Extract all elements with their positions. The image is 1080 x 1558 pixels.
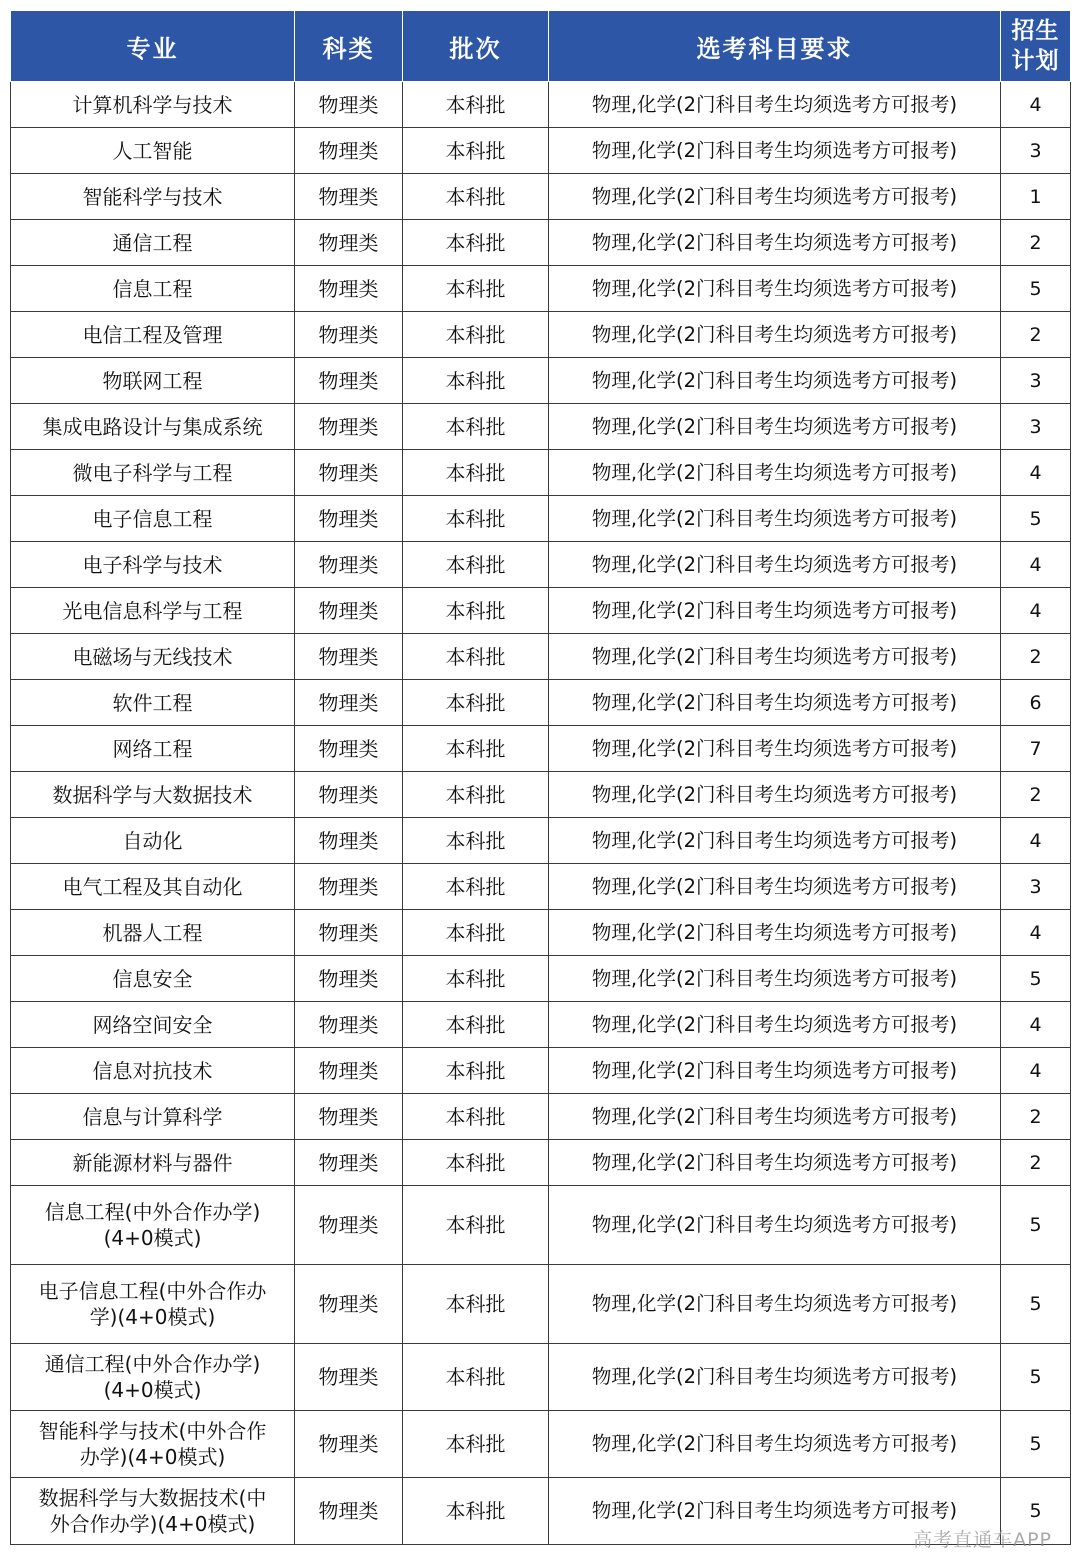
batch-cell: 本科批	[403, 1048, 549, 1094]
major-cell: 信息安全	[11, 956, 295, 1002]
table-row	[11, 772, 1071, 818]
major-cell: 新能源材料与器件	[11, 1140, 295, 1186]
table-row	[11, 1411, 1071, 1478]
batch-cell: 本科批	[403, 726, 549, 772]
major-cell: 通信工程	[11, 220, 295, 266]
requirement-cell: 物理,化学(2门科目考生均须选考方可报考)	[549, 818, 1001, 864]
requirement-cell: 物理,化学(2门科目考生均须选考方可报考)	[549, 312, 1001, 358]
requirement-cell: 物理,化学(2门科目考生均须选考方可报考)	[549, 588, 1001, 634]
category-cell: 物理类	[295, 358, 403, 404]
batch-cell: 本科批	[403, 1186, 549, 1265]
category-cell: 物理类	[295, 956, 403, 1002]
category-cell: 物理类	[295, 1140, 403, 1186]
category-cell: 物理类	[295, 1186, 403, 1265]
category-cell: 物理类	[295, 818, 403, 864]
category-cell: 物理类	[295, 680, 403, 726]
batch-cell: 本科批	[403, 588, 549, 634]
batch-cell: 本科批	[403, 358, 549, 404]
requirement-cell: 物理,化学(2门科目考生均须选考方可报考)	[549, 266, 1001, 312]
batch-cell: 本科批	[403, 680, 549, 726]
major-cell: 自动化	[11, 818, 295, 864]
requirement-cell: 物理,化学(2门科目考生均须选考方可报考)	[549, 634, 1001, 680]
major-cell: 电信工程及管理	[11, 312, 295, 358]
category-cell: 物理类	[295, 542, 403, 588]
requirement-cell: 物理,化学(2门科目考生均须选考方可报考)	[549, 1048, 1001, 1094]
major-cell: 数据科学与大数据技术(中 外合作办学)(4+0模式)	[11, 1478, 295, 1545]
category-cell: 物理类	[295, 128, 403, 174]
plan-cell: 4	[1001, 1048, 1071, 1094]
requirement-cell: 物理,化学(2门科目考生均须选考方可报考)	[549, 1344, 1001, 1411]
major-cell: 集成电路设计与集成系统	[11, 404, 295, 450]
table-body	[11, 82, 1071, 1545]
plan-cell: 6	[1001, 680, 1071, 726]
requirement-cell: 物理,化学(2门科目考生均须选考方可报考)	[549, 864, 1001, 910]
major-cell: 人工智能	[11, 128, 295, 174]
batch-cell: 本科批	[403, 910, 549, 956]
table-row	[11, 1140, 1071, 1186]
category-cell: 物理类	[295, 312, 403, 358]
table-row	[11, 956, 1071, 1002]
plan-cell: 4	[1001, 542, 1071, 588]
major-cell: 信息工程(中外合作办学) (4+0模式)	[11, 1186, 295, 1265]
plan-cell: 4	[1001, 82, 1071, 128]
category-cell: 物理类	[295, 1344, 403, 1411]
requirement-cell: 物理,化学(2门科目考生均须选考方可报考)	[549, 1478, 1001, 1545]
plan-cell: 5	[1001, 1265, 1071, 1344]
category-cell: 物理类	[295, 864, 403, 910]
table-row	[11, 864, 1071, 910]
major-cell: 信息对抗技术	[11, 1048, 295, 1094]
plan-cell: 5	[1001, 956, 1071, 1002]
header-requirement: 选考科目要求	[549, 11, 1001, 82]
header-plan: 招生 计划	[1001, 11, 1071, 82]
plan-cell: 2	[1001, 1094, 1071, 1140]
batch-cell: 本科批	[403, 772, 549, 818]
requirement-cell: 物理,化学(2门科目考生均须选考方可报考)	[549, 1186, 1001, 1265]
header-row	[11, 11, 1071, 82]
table-row	[11, 128, 1071, 174]
batch-cell: 本科批	[403, 496, 549, 542]
batch-cell: 本科批	[403, 1094, 549, 1140]
category-cell: 物理类	[295, 1478, 403, 1545]
header-major: 专业	[11, 11, 295, 82]
major-cell: 信息与计算科学	[11, 1094, 295, 1140]
batch-cell: 本科批	[403, 266, 549, 312]
plan-cell: 1	[1001, 174, 1071, 220]
table-row	[11, 588, 1071, 634]
plan-cell: 2	[1001, 772, 1071, 818]
major-cell: 电子信息工程(中外合作办 学)(4+0模式)	[11, 1265, 295, 1344]
category-cell: 物理类	[295, 726, 403, 772]
requirement-cell: 物理,化学(2门科目考生均须选考方可报考)	[549, 174, 1001, 220]
plan-cell: 2	[1001, 220, 1071, 266]
major-cell: 数据科学与大数据技术	[11, 772, 295, 818]
major-cell: 机器人工程	[11, 910, 295, 956]
requirement-cell: 物理,化学(2门科目考生均须选考方可报考)	[549, 726, 1001, 772]
category-cell: 物理类	[295, 174, 403, 220]
table-row	[11, 680, 1071, 726]
table-row	[11, 726, 1071, 772]
admission-plan-table	[10, 10, 1071, 1545]
table-row	[11, 818, 1071, 864]
plan-cell: 5	[1001, 1411, 1071, 1478]
requirement-cell: 物理,化学(2门科目考生均须选考方可报考)	[549, 82, 1001, 128]
category-cell: 物理类	[295, 634, 403, 680]
requirement-cell: 物理,化学(2门科目考生均须选考方可报考)	[549, 1094, 1001, 1140]
batch-cell: 本科批	[403, 220, 549, 266]
requirement-cell: 物理,化学(2门科目考生均须选考方可报考)	[549, 128, 1001, 174]
requirement-cell: 物理,化学(2门科目考生均须选考方可报考)	[549, 450, 1001, 496]
requirement-cell: 物理,化学(2门科目考生均须选考方可报考)	[549, 1140, 1001, 1186]
plan-cell: 5	[1001, 1186, 1071, 1265]
batch-cell: 本科批	[403, 1265, 549, 1344]
category-cell: 物理类	[295, 220, 403, 266]
table-row	[11, 1344, 1071, 1411]
table-row	[11, 1094, 1071, 1140]
major-cell: 智能科学与技术(中外合作 办学)(4+0模式)	[11, 1411, 295, 1478]
major-cell: 计算机科学与技术	[11, 82, 295, 128]
plan-cell: 4	[1001, 910, 1071, 956]
requirement-cell: 物理,化学(2门科目考生均须选考方可报考)	[549, 404, 1001, 450]
plan-cell: 5	[1001, 496, 1071, 542]
plan-cell: 5	[1001, 1344, 1071, 1411]
table-row	[11, 358, 1071, 404]
requirement-cell: 物理,化学(2门科目考生均须选考方可报考)	[549, 956, 1001, 1002]
batch-cell: 本科批	[403, 818, 549, 864]
requirement-cell: 物理,化学(2门科目考生均须选考方可报考)	[549, 1002, 1001, 1048]
batch-cell: 本科批	[403, 312, 549, 358]
requirement-cell: 物理,化学(2门科目考生均须选考方可报考)	[549, 772, 1001, 818]
table-row	[11, 634, 1071, 680]
requirement-cell: 物理,化学(2门科目考生均须选考方可报考)	[549, 358, 1001, 404]
requirement-cell: 物理,化学(2门科目考生均须选考方可报考)	[549, 1265, 1001, 1344]
plan-cell: 4	[1001, 450, 1071, 496]
major-cell: 电子信息工程	[11, 496, 295, 542]
major-cell: 微电子科学与工程	[11, 450, 295, 496]
table-row	[11, 1478, 1071, 1545]
plan-cell: 3	[1001, 864, 1071, 910]
header-category: 科类	[295, 11, 403, 82]
plan-cell: 2	[1001, 1140, 1071, 1186]
batch-cell: 本科批	[403, 404, 549, 450]
watermark: 高考直通车APP	[913, 1529, 1052, 1551]
plan-cell: 5	[1001, 1478, 1071, 1545]
plan-cell: 3	[1001, 404, 1071, 450]
table-row	[11, 450, 1071, 496]
major-cell: 物联网工程	[11, 358, 295, 404]
table-row	[11, 174, 1071, 220]
table-row	[11, 1265, 1071, 1344]
plan-cell: 5	[1001, 266, 1071, 312]
requirement-cell: 物理,化学(2门科目考生均须选考方可报考)	[549, 1411, 1001, 1478]
major-cell: 软件工程	[11, 680, 295, 726]
table-row	[11, 1186, 1071, 1265]
plan-cell: 4	[1001, 818, 1071, 864]
batch-cell: 本科批	[403, 82, 549, 128]
major-cell: 网络空间安全	[11, 1002, 295, 1048]
batch-cell: 本科批	[403, 128, 549, 174]
plan-cell: 2	[1001, 312, 1071, 358]
batch-cell: 本科批	[403, 1478, 549, 1545]
major-cell: 通信工程(中外合作办学) (4+0模式)	[11, 1344, 295, 1411]
table-row	[11, 82, 1071, 128]
requirement-cell: 物理,化学(2门科目考生均须选考方可报考)	[549, 496, 1001, 542]
batch-cell: 本科批	[403, 1344, 549, 1411]
table-row	[11, 1048, 1071, 1094]
plan-cell: 2	[1001, 634, 1071, 680]
batch-cell: 本科批	[403, 1140, 549, 1186]
table-row	[11, 312, 1071, 358]
category-cell: 物理类	[295, 1265, 403, 1344]
plan-cell: 4	[1001, 1002, 1071, 1048]
batch-cell: 本科批	[403, 956, 549, 1002]
table-row	[11, 404, 1071, 450]
major-cell: 电气工程及其自动化	[11, 864, 295, 910]
category-cell: 物理类	[295, 1411, 403, 1478]
header-batch: 批次	[403, 11, 549, 82]
major-cell: 电子科学与技术	[11, 542, 295, 588]
batch-cell: 本科批	[403, 634, 549, 680]
table-row	[11, 1002, 1071, 1048]
requirement-cell: 物理,化学(2门科目考生均须选考方可报考)	[549, 220, 1001, 266]
batch-cell: 本科批	[403, 542, 549, 588]
major-cell: 电磁场与无线技术	[11, 634, 295, 680]
table-row	[11, 496, 1071, 542]
requirement-cell: 物理,化学(2门科目考生均须选考方可报考)	[549, 680, 1001, 726]
batch-cell: 本科批	[403, 864, 549, 910]
batch-cell: 本科批	[403, 174, 549, 220]
major-cell: 智能科学与技术	[11, 174, 295, 220]
table-row	[11, 220, 1071, 266]
table-row	[11, 542, 1071, 588]
table-row	[11, 910, 1071, 956]
category-cell: 物理类	[295, 450, 403, 496]
plan-cell: 7	[1001, 726, 1071, 772]
plan-cell: 3	[1001, 358, 1071, 404]
category-cell: 物理类	[295, 1094, 403, 1140]
category-cell: 物理类	[295, 910, 403, 956]
major-cell: 信息工程	[11, 266, 295, 312]
category-cell: 物理类	[295, 1048, 403, 1094]
category-cell: 物理类	[295, 404, 403, 450]
batch-cell: 本科批	[403, 1411, 549, 1478]
category-cell: 物理类	[295, 588, 403, 634]
major-cell: 光电信息科学与工程	[11, 588, 295, 634]
batch-cell: 本科批	[403, 450, 549, 496]
batch-cell: 本科批	[403, 1002, 549, 1048]
category-cell: 物理类	[295, 1002, 403, 1048]
category-cell: 物理类	[295, 496, 403, 542]
category-cell: 物理类	[295, 82, 403, 128]
major-cell: 网络工程	[11, 726, 295, 772]
table-row	[11, 266, 1071, 312]
requirement-cell: 物理,化学(2门科目考生均须选考方可报考)	[549, 910, 1001, 956]
category-cell: 物理类	[295, 266, 403, 312]
requirement-cell: 物理,化学(2门科目考生均须选考方可报考)	[549, 542, 1001, 588]
category-cell: 物理类	[295, 772, 403, 818]
plan-cell: 4	[1001, 588, 1071, 634]
plan-cell: 3	[1001, 128, 1071, 174]
